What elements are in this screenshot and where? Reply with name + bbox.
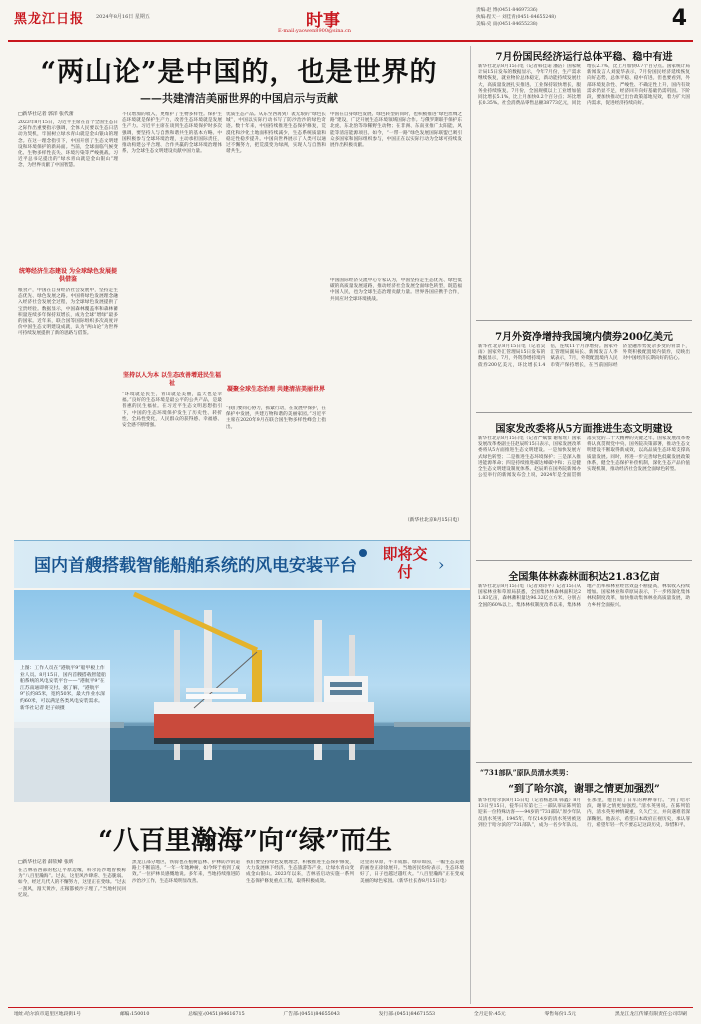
article-headline: 7月份国民经济运行总体平稳、稳中有进 — [495, 52, 673, 63]
lead-subhead-1: 统筹经济生态建设 为全球绿色发展提供借鉴 — [18, 268, 118, 283]
lead-body-col3: 优质生态产品。从东至西再到广袤无垠的“绿色长城”，中国以实际行动书写了防沙治沙的绿色奇迹。数十年来，中国持续推进生态保护修复，荒漠化和沙化土地面积持续减少，生态系统质量和稳定性稳步提升。中国向世界展示了人类可以通过不懈努力，把荒漠变为绿洲，实现人与自然和谐共生。 — [226, 112, 326, 155]
article-body: 新华社北京8月15日电（记者严赋憬 谢希瑶）国家发展改革委副主任赵辰昕15日表示，国家发展改革委将从5方面推进生态文明建设。一是加快发展方式绿色转型；二是推进生态环境保护；三是深入推进能源革命；四是持续推进碳达峰碳中和；五是健全生态文明建设制度体系。赵辰昕在国务院新闻办公室举行的新闻发布会上说，2024年是全面贯彻落实党的二十大精神的关键之年。国家发展改革委将认真贯彻党中央、国务院决策部署，推动生态文明建设不断取得新成效，以高品质生态环境支撑高质量发展。同时，将进一步完善绿色低碳发展政策体系，健全生态保护补偿机制，深化生态产品价值实现机制，推动经济社会发展全面绿色转型。 — [478, 436, 690, 479]
chevron-right-icon: › — [438, 555, 445, 574]
lead-body-col4b: 中国国际经济交流中心专家认为，中国坚持走生态优先、绿色低碳的高质量发展道路，推动经济社会发展全面绿色转型，既造福中国人民，也为全球生态治理贡献力量。世界各国应携手合作，共同应对全球环境挑战。 — [330, 278, 462, 302]
bottom-body-col4: 这里的草原，牛羊成群、绿草如茵，一幅生态美丽的画卷正徐徐展开。当地居民纷纷表示，生态环境好了，日子也越过越红火。“八百里瀚海”正在变成美丽的绿色家园。（新华社长春8月15日电） — [360, 860, 464, 884]
lead-body-col1: 2023年8月15日，习近平主席在首个全国生态日之际作出重要指示强调，全体人民要以生态日活动为契机，牢固树立绿水青山就是金山银山的理念。在这一理念指引下，中国开创了生态文明建设和环境保护的新局面。当前，全球面临气候变化、生物多样性丧失、环境污染等严峻挑战。习近平总书记提出的“绿水青山就是金山银山”理念，为世界贡献了中国智慧。 — [18, 120, 118, 169]
article-divider — [476, 762, 692, 763]
lead-body-col3b: “我们要同心协力，抓紧行动，在发展中保护，在保护中发展，共建万物和谐的美丽家园。”习近平主席在2020年9月在联合国生物多样性峰会上指出。 — [226, 406, 326, 430]
photo-banner — [14, 540, 470, 588]
footer-postcode: 邮编:150010 — [119, 1012, 150, 1017]
banner-headline: 国内首艘搭载智能船舶系统的风电安装平台 — [34, 556, 357, 576]
article-body: 新华社哈尔滨8月15日电（记者杨思琪 韩鑫）8月13日至15日，侵华日军第七三一部队罪证陈列馆迎来一位特殊访客——94岁的“731部队”原少年队员清水英男。1945年，年仅14岁的清水英男被送到位于哈尔滨的“731部队”，成为一名少年队员。在那里，他目睹了日军的种种罪行。“到了哈尔滨，谢罪之情更加强烈。”清水英男说。在陈列馆内，清水英男神情凝重，久久伫立，并向遇难者深深鞠躬。他表示，希望日本政府正视历史，承认罪行，希望年轻一代不要忘记这段历史，珍惜和平。 — [478, 798, 690, 828]
lead-headline: “两山论”是中国的，也是世界的 — [40, 57, 438, 88]
article-divider — [476, 320, 692, 321]
lead-dateline: （新华社北京8月15日电） — [404, 518, 462, 523]
article-headline: 7月外资净增持我国境内债券200亿美元 — [495, 332, 673, 343]
newspaper-logo: 黑龙江日报 — [14, 12, 85, 27]
lead-subhead-3: 凝聚全球生态治理 共建清洁美丽世界 — [226, 386, 326, 393]
editor-credit: 执编:程天一 刘佳青(0451-84655248) — [476, 15, 556, 20]
footer-monthly-price: 全月定价:45元 — [473, 1012, 506, 1017]
article-body: 新华社北京8月15日电（记者韩佳诺 潘洁）国家统计局15日发布的数据显示，今年7月份，生产需求继续恢复，就业物价总体稳定，新动能持续发展壮大，高质量发展扎实推进。工业保持较快增长，服务业持续恢复。7月份，全国规模以上工业增加值同比增长5.1%，比上月加快0.2个百分点；环比增长0.35%。社会消费品零售总额38773亿元，同比增长2.7%，比上月加快0.7个百分点。国家统计局新闻发言人刘爱华表示，7月份国民经济延续恢复向好态势，总体平稳、稳中有进。但也要看到，外部环境复杂性、严峻性、不确定性上升，国内有效需求仍显不足，经济回升向好基础仍需巩固。下阶段，要加快推动已出台政策落地见效，着力扩大国内需求，促进经济持续向好。 — [478, 64, 690, 107]
bullet-icon — [359, 549, 367, 557]
bottom-headline: “八百里瀚海”向“绿”而生 — [98, 826, 392, 856]
lead-subheadline: ——共建清洁美丽世界的中国启示与贡献 — [140, 92, 338, 105]
lead-body-col2: 不仅增加的收入，更维护了生物多样性。保护生态环境就是保护生产力，改善生态环境就是发展生产力。习近平主席在谈到生态环境保护时多次强调，要坚持人与自然和谐共生的基本方略。中国积极参与全球环境治理，主动承担国际责任，推动构建公平合理、合作共赢的全球环境治理体系，为全球生态文明建设贡献中国力量。 — [122, 112, 222, 155]
page-number: 4 — [671, 6, 687, 31]
footer-printer: 黑龙江龙江传媒有限责任公司印刷 — [614, 1012, 687, 1017]
section-title: 时事 — [306, 11, 340, 31]
masthead — [8, 4, 693, 40]
lead-byline: □新华社记者 郭洋 张代蕾 — [18, 112, 74, 117]
lead-body-col1b: 粮食产，中国在自身经济社会发展中，坚持走生态优先、绿色发展之路。中国将绿色发展理念融入经济社会发展全过程，为全球绿色发展提供了宝贵经验。数据显示，中国森林覆盖率和森林蓄积量连续多年保持双增长，成为全球“增绿”最多的国家。近年来，联合国等国际组织多次高度评价中国生态文明建设成就，认为“两山论”为世界可持续发展提供了新的思路与借鉴。 — [18, 288, 118, 337]
lead-body-col4: 中国在自身绿色发展、绿色转型的同时，也积极推进“绿色丝绸之路”建设，广泛开展生态环境领域国际合作。与俄罗斯联手保护东北虎、东北豹等珍稀野生动物；在非洲、东南亚推广太阳能、风能等清洁能源项目。如今，“一带一路”绿色发展国际联盟已吸引众多国家和国际组织参与，中国正在以实际行动为全球可持续发展作出积极贡献。 — [330, 112, 462, 149]
issue-date: 2024年8月16日 星期五 — [96, 14, 150, 20]
banner-tag: 即将交付 — [382, 545, 428, 581]
lead-subhead-2: 坚持以人为本 以生态改善增进民生福祉 — [122, 372, 222, 387]
footer-ad-phone: 广告部:(0451)84655043 — [283, 1012, 340, 1017]
article-headline: 国家发改委将从5方面推进生态文明建设 — [495, 424, 673, 435]
masthead-divider — [8, 40, 693, 42]
editor-credit: 美编:史 雨(0451-84655238) — [476, 22, 538, 27]
footer-editorial-phone: 总编室:(0451)84616715 — [188, 1012, 245, 1017]
article-body: 新华社北京8月15日电（记者刘诗平）记者15日从国家林业和草原局获悉，全国集体林森林面积达21.83亿亩，森林蓄积量达96.32亿立方米，分别占全国的60%以上。集体林权制度改革以来，集体林地产出率和林业经营效益不断提高，林农收入持续增加。国家林业和草原局表示，下一步将深化集体林权制度改革，加快推动集体林业高质量发展，助力乡村全面振兴。 — [478, 584, 690, 608]
section-email: E-mail:yaowen8900@sina.cn — [278, 28, 352, 34]
article-headline: “到了哈尔滨，谢罪之情更加强烈” — [508, 784, 660, 795]
article-body: 新华社北京8月15日电（记者吴雨）国家外汇管理局15日发布的数据显示，7月，外资净增持境内债券200亿美元，环比增长1.4倍，连续11个月净增持。国家外汇管理局副局长、新闻发言人李斌表示，7月，外资配置境内人民币资产保持增长，在当前国际经济金融形势复杂多变的背景下，外资积极配置境内债券，反映出对中国经济长期向好的信心。 — [478, 344, 690, 368]
article-kicker: “731部队”原队员清水英男： — [480, 768, 573, 777]
column-divider — [470, 46, 471, 1004]
bottom-body-col1: 在吉林省西部的松辽平原边缘，科尔沁沙地曾被称为“八百里瀚海”。过去，这里风沙肆虐、生态脆弱。如今，经过几代人的不懈努力，这里正在变绿。“过去一刮风，漫天黄沙，庄稼都被沙子埋了。”当地村民回忆说。 — [18, 868, 126, 898]
footer-distribution-phone: 发行部:(0451)84671553 — [378, 1012, 436, 1017]
lead-body-col2b: “环境就是民生，青山就是美丽，蓝天也是幸福。”良好的生态环境是最公平的公共产品，是最普惠的民生福祉。在习近平生态文明思想指引下，中国的生态环境保护发生了历史性、转折性、全局性变化，人民群众的获得感、幸福感、安全感不断增强。 — [122, 392, 222, 429]
footer-retail-price: 零售每份1.5元 — [544, 1012, 577, 1017]
bottom-byline: □新华社记者 薛钦峰 张昕 — [18, 860, 74, 865]
footer-address: 地址:哈尔滨市道里区地段街1号 — [14, 1012, 82, 1017]
editor-credits — [476, 7, 671, 28]
editor-credit: 责编:赵 博(0451-84697336) — [476, 8, 538, 13]
bottom-body-col3: 我们要坚持绿色发展理念，积极推进生态保护修复，大力发展林下经济、生态旅游等产业，让绿水青山变成金山银山。2023年以来，吉林省启动实施一系列生态保护修复重点工程，取得积极成效。 — [246, 860, 354, 884]
photo-caption: 上图：工作人员在“港航平9”船甲板上作业人员。8月15日，国内首艘搭载智能船舶系统的风电安装平台——“港航平9”在江苏南通即将交付。据了解，“港航平9”长约85米，宽约50米，最大作业水深约60米，可以满足各类风电安装需求。新华社记者 赵子硕摄 — [20, 666, 106, 711]
page-footer — [8, 1007, 693, 1019]
article-divider — [476, 412, 692, 413]
article-headline: 全国集体林森林面积达21.83亿亩 — [508, 572, 660, 583]
article-divider — [476, 560, 692, 561]
bottom-body-col2: 黑龙江部分地区，铁骑也在植树造林、护林防沙的道路上不断前进。“一年一年地种树，如今终于看到了成效。”一位护林员感慨地说。多年来，当地持续推进防沙治沙工作，生态环境明显改善。 — [132, 860, 240, 884]
